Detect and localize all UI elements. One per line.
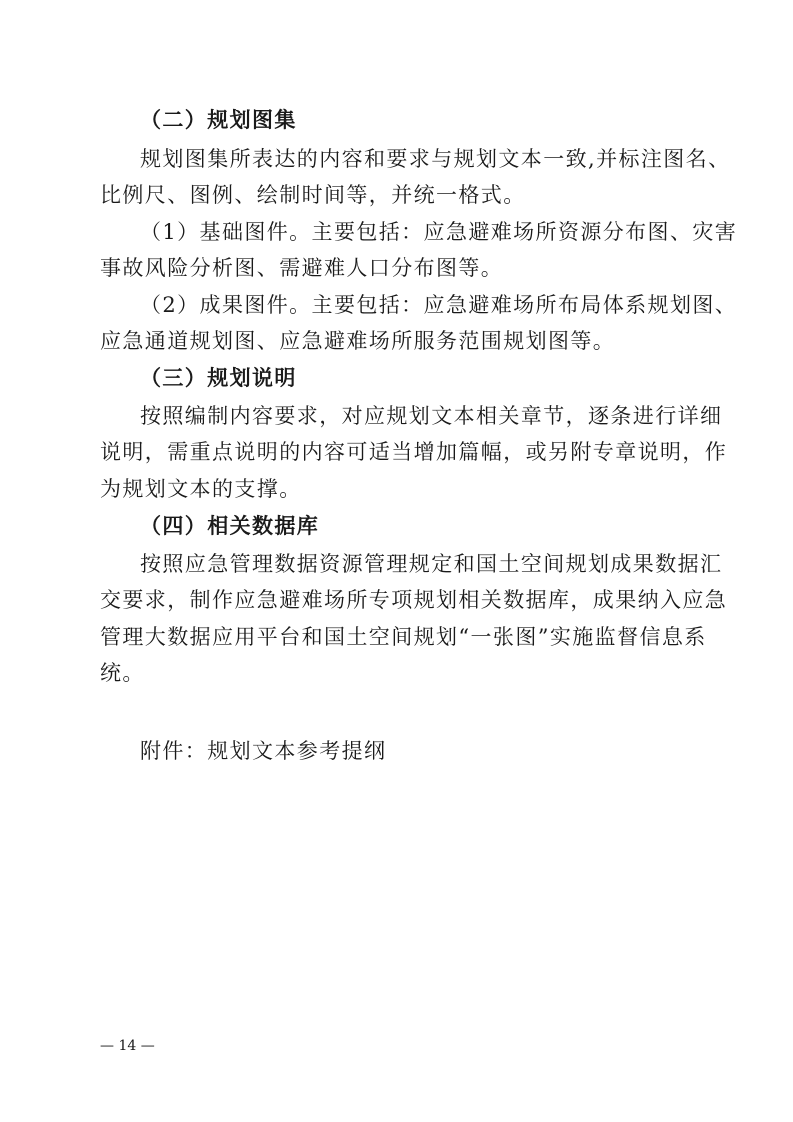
paragraph-line: 说明，需重点说明的内容可适当增加篇幅，或另附专章说明，作 — [100, 440, 728, 464]
paragraph-line: （1）基础图件。主要包括：应急避难场所资源分布图、灾害 — [140, 220, 738, 244]
paragraph-line: 为规划文本的支撑。 — [100, 477, 302, 501]
section-heading-database: （四）相关数据库 — [140, 513, 320, 538]
paragraph-line: （2）成果图件。主要包括：应急避难场所布局体系规划图、 — [140, 293, 738, 317]
paragraph-line: 管理大数据应用平台和国土空间规划“一张图”实施监督信息系 — [100, 625, 707, 649]
paragraph-line: 规划图集所表达的内容和要求与规划文本一致,并标注图名、 — [140, 147, 731, 171]
section-heading-description: （三）规划说明 — [140, 365, 297, 390]
paragraph-line: 事故风险分析图、需避难人口分布图等。 — [100, 256, 504, 280]
section-heading-atlas: （二）规划图集 — [140, 107, 297, 132]
attachment-line: 附件：规划文本参考提纲 — [140, 739, 387, 763]
paragraph-line: 按照应急管理数据资源管理规定和国土空间规划成果数据汇 — [140, 552, 723, 576]
paragraph-line: 统。 — [100, 661, 145, 685]
paragraph-line: 交要求，制作应急避难场所专项规划相关数据库，成果纳入应急 — [100, 588, 728, 612]
page-number: — 14 — — [100, 1038, 155, 1054]
paragraph-line: 应急通道规划图、应急避难场所服务范围规划图等。 — [100, 329, 616, 353]
paragraph-line: 比例尺、图例、绘制时间等，并统一格式。 — [100, 183, 526, 207]
paragraph-line: 按照编制内容要求，对应规划文本相关章节，逐条进行详细 — [140, 404, 723, 428]
